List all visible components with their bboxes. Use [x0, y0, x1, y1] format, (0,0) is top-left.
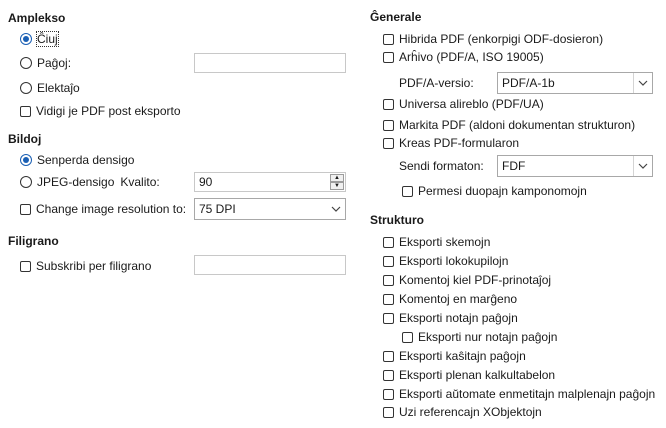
tagged-pdf-checkbox[interactable]	[383, 116, 635, 134]
structure-item-label: Uzi referencajn XObjektojn	[399, 405, 542, 419]
pdfa-version-label: PDF/A-versio:	[399, 76, 474, 90]
submit-format-value: FDF	[502, 159, 526, 173]
structure-item-label: Komentoj kiel PDF-prinotaĵoj	[399, 273, 552, 287]
spin-down-icon[interactable]: ▼	[330, 182, 344, 190]
resolution-label: Change image resolution to:	[36, 202, 187, 216]
spin-up-icon[interactable]: ▲	[330, 174, 344, 182]
range-all-radio[interactable]	[20, 30, 58, 48]
structure-item-label: Eksporti aŭtomate enmetitajn malplenajn paĝojn	[399, 387, 656, 401]
comments-annotations-checkbox[interactable]	[383, 271, 551, 289]
export-outlines-checkbox[interactable]	[383, 233, 490, 251]
pdf-form-checkbox[interactable]	[383, 134, 519, 152]
archive-checkbox[interactable]	[383, 48, 544, 66]
comments-margin-checkbox[interactable]	[383, 290, 517, 308]
reference-xobjects-checkbox[interactable]	[383, 403, 542, 421]
structure-item-label: Eksporti plenan kalkultabelon	[399, 368, 556, 382]
range-all-label: Ĉiuj	[37, 32, 58, 46]
chevron-down-icon[interactable]	[327, 199, 345, 219]
resolution-value: 75 DPI	[199, 202, 236, 216]
radio-selected-icon	[20, 33, 32, 45]
structure-item-label: Eksporti notajn paĝojn	[399, 311, 518, 325]
radio-icon	[20, 176, 32, 188]
checkbox-icon	[383, 275, 394, 286]
export-notes-checkbox[interactable]	[383, 309, 518, 327]
tagged-pdf-label: Markita PDF (aldoni dokumentan strukturon)	[399, 118, 636, 132]
radio-selected-icon	[20, 154, 32, 166]
structure-item-label: Eksporti lokokupilojn	[399, 254, 509, 268]
structure-section-title: Strukturo	[370, 213, 424, 227]
chevron-down-icon[interactable]	[633, 156, 652, 176]
checkbox-icon	[383, 389, 394, 400]
submit-format-label: Sendi formaton:	[399, 159, 484, 173]
export-blank-pages-checkbox[interactable]	[383, 385, 655, 403]
checkbox-icon	[383, 237, 394, 248]
submit-format-combobox[interactable]	[497, 155, 653, 177]
watermark-label: Subskribi per filigrano	[36, 259, 152, 273]
range-selection-label: Elektaĵo	[37, 81, 80, 95]
checkbox-icon	[383, 120, 394, 131]
export-hidden-pages-checkbox[interactable]	[383, 347, 526, 365]
universal-access-label: Universa alireblo (PDF/UA)	[399, 97, 544, 111]
hybrid-pdf-label: Hibrida PDF (enkorpigi ODF-dosieron)	[399, 32, 604, 46]
watermark-input[interactable]	[194, 255, 346, 275]
checkbox-icon	[383, 294, 394, 305]
chevron-down-icon[interactable]	[633, 73, 652, 93]
export-only-notes-checkbox[interactable]	[402, 328, 557, 346]
jpeg-label: JPEG-densigo	[37, 175, 115, 189]
checkbox-icon	[383, 99, 394, 110]
checkbox-icon	[20, 261, 31, 272]
view-pdf-checkbox[interactable]	[20, 102, 181, 120]
quality-value: 90	[199, 175, 213, 189]
watermark-section-title: Filigrano	[8, 234, 59, 248]
checkbox-icon	[20, 106, 31, 117]
quality-spin-buttons[interactable]	[330, 174, 344, 190]
structure-item-label: Eksporti kaŝitajn paĝojn	[399, 349, 526, 363]
pdfa-version-combobox[interactable]	[497, 72, 653, 94]
watermark-checkbox[interactable]	[20, 257, 151, 275]
export-placeholders-checkbox[interactable]	[383, 252, 508, 270]
checkbox-icon	[383, 313, 394, 324]
range-pages-radio[interactable]	[20, 54, 71, 72]
checkbox-icon	[20, 204, 31, 215]
checkbox-icon	[383, 34, 394, 45]
checkbox-icon	[383, 138, 394, 149]
checkbox-icon	[383, 256, 394, 267]
duplicate-fields-checkbox[interactable]	[402, 182, 587, 200]
pdf-form-label: Kreas PDF-formularon	[399, 136, 520, 150]
range-selection-radio[interactable]	[20, 79, 80, 97]
lossless-radio[interactable]	[20, 151, 134, 169]
hybrid-pdf-checkbox[interactable]	[383, 30, 603, 48]
checkbox-icon	[383, 370, 394, 381]
quality-spinbox[interactable]	[194, 172, 346, 192]
range-section-title: Amplekso	[8, 11, 66, 25]
structure-item-label: Eksporti skemojn	[399, 235, 491, 249]
checkbox-icon	[383, 407, 394, 418]
pdfa-version-value: PDF/A-1b	[502, 76, 555, 90]
duplicate-fields-label: Permesi duopajn kamponomojn	[418, 184, 587, 198]
structure-item-label: Komentoj en marĝeno	[399, 292, 518, 306]
checkbox-icon	[402, 186, 413, 197]
quality-label: Kvalito:	[120, 175, 160, 189]
images-section-title: Bildoj	[8, 132, 42, 146]
radio-icon	[20, 57, 32, 69]
universal-access-checkbox[interactable]	[383, 95, 544, 113]
resolution-checkbox[interactable]	[20, 200, 186, 218]
view-pdf-label: Vidigi je PDF post eksporto	[36, 104, 181, 118]
radio-icon	[20, 82, 32, 94]
general-section-title: Ĝenerale	[370, 10, 422, 24]
archive-label: Arĥivo (PDF/A, ISO 19005)	[399, 50, 544, 64]
jpeg-radio[interactable]	[20, 173, 160, 191]
range-pages-input[interactable]	[194, 53, 346, 73]
checkbox-icon	[383, 351, 394, 362]
lossless-label: Senperda densigo	[37, 153, 135, 167]
checkbox-icon	[402, 332, 413, 343]
resolution-combobox[interactable]	[194, 198, 346, 220]
range-pages-label: Paĝoj:	[37, 56, 72, 70]
structure-item-label: Eksporti nur notajn paĝojn	[418, 330, 558, 344]
checkbox-icon	[383, 52, 394, 63]
export-whole-sheet-checkbox[interactable]	[383, 366, 555, 384]
